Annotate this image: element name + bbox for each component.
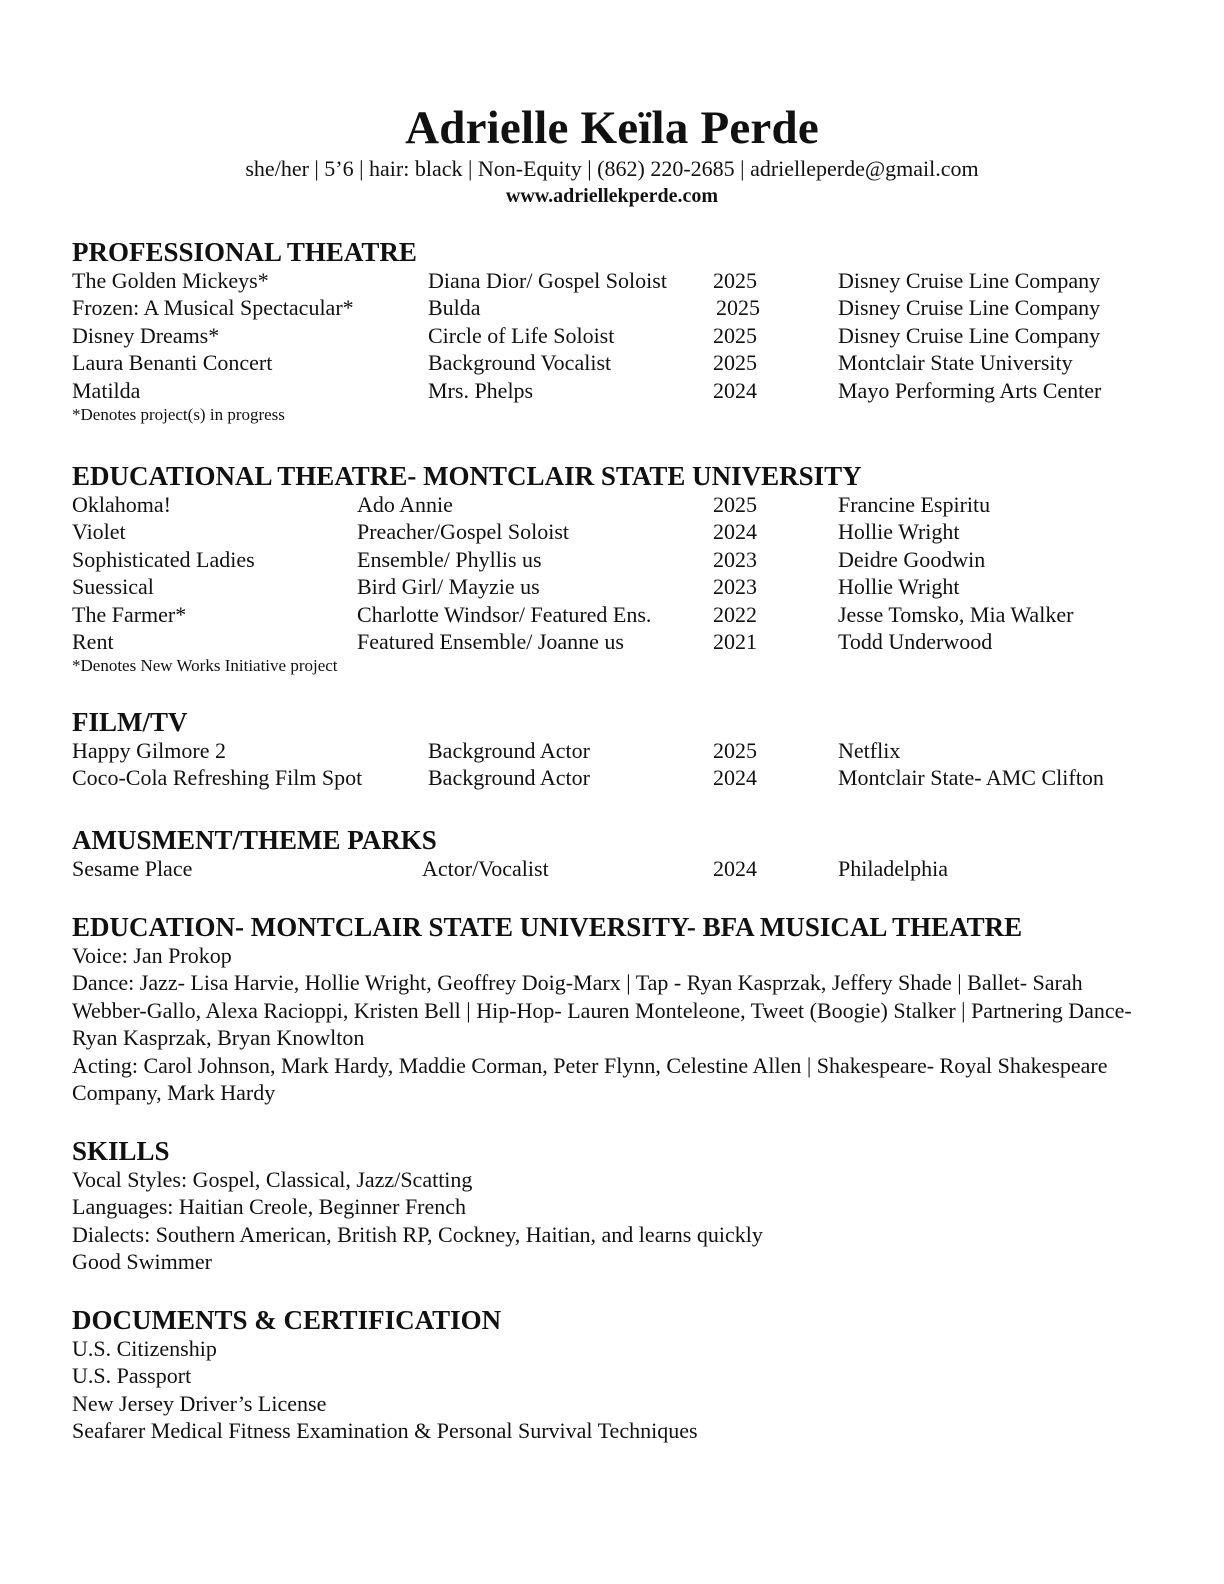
credit-show: Suessical [72,574,154,600]
section-title: EDUCATION- MONTCLAIR STATE UNIVERSITY- BFA MUSICAL THEATRE [72,912,1023,942]
credit-year: 2024 [713,856,757,881]
credit-show: Disney Dreams* [72,322,220,348]
section-title: FILM/TV [72,707,188,737]
credit-year: 2025 [713,268,757,293]
credit-role: Background Vocalist [428,350,612,376]
credit-row [72,294,1172,321]
section-film-tv [72,707,1172,792]
credit-role: Mrs. Phelps [428,377,534,403]
section-skills [72,1136,1172,1276]
credit-year: 2023 [713,574,757,600]
credit-role: Charlotte Windsor/ Featured Ens. [357,601,652,627]
credit-row [72,737,1172,764]
credit-role: Diana Dior/ Gospel Soloist [428,268,667,293]
credit-show: Sophisticated Ladies [72,546,255,572]
credit-row [72,322,1172,349]
credit-row [72,628,1172,655]
section-title: PROFESSIONAL THEATRE [72,237,417,267]
training-dance: Dance: Jazz- Lisa Harvie, Hollie Wright, Geoffrey Doig-Marx | Tap - Ryan Kasprzak, Jeffery Shade | Ballet- Sarah Webber-Gallo, Alexa Racioppi, Kristen Bell | Hip-Hop- Lauren Monteleone, Tweet (Boogie) Stalker | Partnering Dance- Ryan Kasprzak, Bryan Knowlton [72,970,1132,1051]
credit-role: Ensemble/ Phyllis us [357,546,542,572]
document-item: U.S. Passport [72,1363,192,1389]
training-acting: Acting: Carol Johnson, Mark Hardy, Maddie Corman, Peter Flynn, Celestine Allen | Shakespeare- Royal Shakespeare Company, Mark Hardy [72,1052,1108,1106]
credit-director: Deidre Goodwin [838,546,986,572]
credit-row [72,267,1172,294]
credit-show: The Golden Mickeys* [72,268,269,293]
credit-row [72,349,1172,376]
skill-item: Good Swimmer [72,1249,212,1275]
credit-show: Coco-Cola Refreshing Film Spot [72,765,363,791]
section-title: SKILLS [72,1136,170,1166]
credit-company: Netflix [838,738,901,763]
credit-role: Background Actor [428,765,590,791]
credit-director: Hollie Wright [838,574,960,600]
credit-year: 2025 [713,738,757,763]
credit-company: Philadelphia [838,856,948,881]
credit-show: Sesame Place [72,856,193,881]
credit-year: 2025 [716,295,760,321]
credit-show: Laura Benanti Concert [72,350,273,376]
skill-item: Languages: Haitian Creole, Beginner French [72,1194,467,1220]
credit-year: 2023 [713,546,757,572]
contact-line: she/her | 5’6 | hair: black | Non-Equity | (862) 220-2685 | adrielleperde@gmail.com [245,156,979,181]
credit-director: Hollie Wright [838,519,960,545]
credit-company: Disney Cruise Line Company [838,322,1101,348]
training-voice: Voice: Jan Prokop [72,943,232,968]
credit-show: Rent [72,628,114,654]
credit-role: Background Actor [428,738,590,763]
credit-role: Preacher/Gospel Soloist [357,519,570,545]
credit-row [72,764,1172,791]
section-documents [72,1305,1172,1445]
credit-row [72,491,1172,518]
credit-year: 2025 [713,322,757,348]
credit-row [72,573,1172,600]
performer-name: Adrielle Keïla Perde [405,102,819,154]
credit-role: Circle of Life Soloist [428,322,615,348]
section-title: DOCUMENTS & CERTIFICATION [72,1305,502,1335]
credit-role: Actor/Vocalist [422,856,549,881]
section-education [72,912,1132,1106]
footnote: *Denotes New Works Initiative project [72,656,338,676]
credit-company: Disney Cruise Line Company [838,295,1101,321]
credit-company: Mayo Performing Arts Center [838,377,1102,403]
credit-row [72,546,1172,573]
credit-year: 2025 [713,492,757,517]
credit-row [72,518,1172,545]
section-educational-theatre [72,461,1172,677]
credit-year: 2021 [713,628,757,654]
credit-company: Montclair State- AMC Clifton [838,765,1104,791]
section-title: EDUCATIONAL THEATRE- MONTCLAIR STATE UNIVERSITY [72,461,862,491]
credit-show: Violet [72,519,126,545]
document-item: Seafarer Medical Fitness Examination & Personal Survival Techniques [72,1418,698,1444]
section-title: AMUSMENT/THEME PARKS [72,825,437,855]
credit-year: 2024 [713,519,757,545]
resume-header [0,100,1224,208]
credit-director: Todd Underwood [838,628,993,654]
credit-show: Frozen: A Musical Spectacular* [72,295,354,321]
credit-company: Disney Cruise Line Company [838,268,1101,293]
skill-item: Vocal Styles: Gospel, Classical, Jazz/Scatting [72,1167,473,1192]
credit-role: Bulda [428,295,481,321]
document-item: U.S. Citizenship [72,1336,217,1361]
website-link[interactable]: www.adriellekperde.com [505,185,719,207]
credit-show: Oklahoma! [72,492,171,517]
credit-director: Francine Espiritu [838,492,991,517]
document-item: New Jersey Driver’s License [72,1390,327,1416]
credit-year: 2022 [713,601,757,627]
credit-show: Happy Gilmore 2 [72,738,226,763]
credit-company: Montclair State University [838,350,1073,376]
footnote: *Denotes project(s) in progress [72,404,285,424]
credit-director: Jesse Tomsko, Mia Walker [838,601,1074,627]
skill-item: Dialects: Southern American, British RP, Cockney, Haitian, and learns quickly [72,1221,763,1247]
credit-show: The Farmer* [72,601,187,627]
section-professional-theatre [72,237,1172,426]
credit-row [72,377,1172,404]
credit-row [72,601,1172,628]
credit-role: Featured Ensemble/ Joanne us [357,628,624,654]
credit-year: 2024 [713,377,757,403]
credit-role: Ado Annie [357,492,453,517]
credit-show: Matilda [72,377,141,403]
credit-year: 2024 [713,765,757,791]
section-theme-parks [72,825,1172,882]
credit-row [72,855,1172,882]
credit-role: Bird Girl/ Mayzie us [357,574,540,600]
credit-year: 2025 [713,350,757,376]
